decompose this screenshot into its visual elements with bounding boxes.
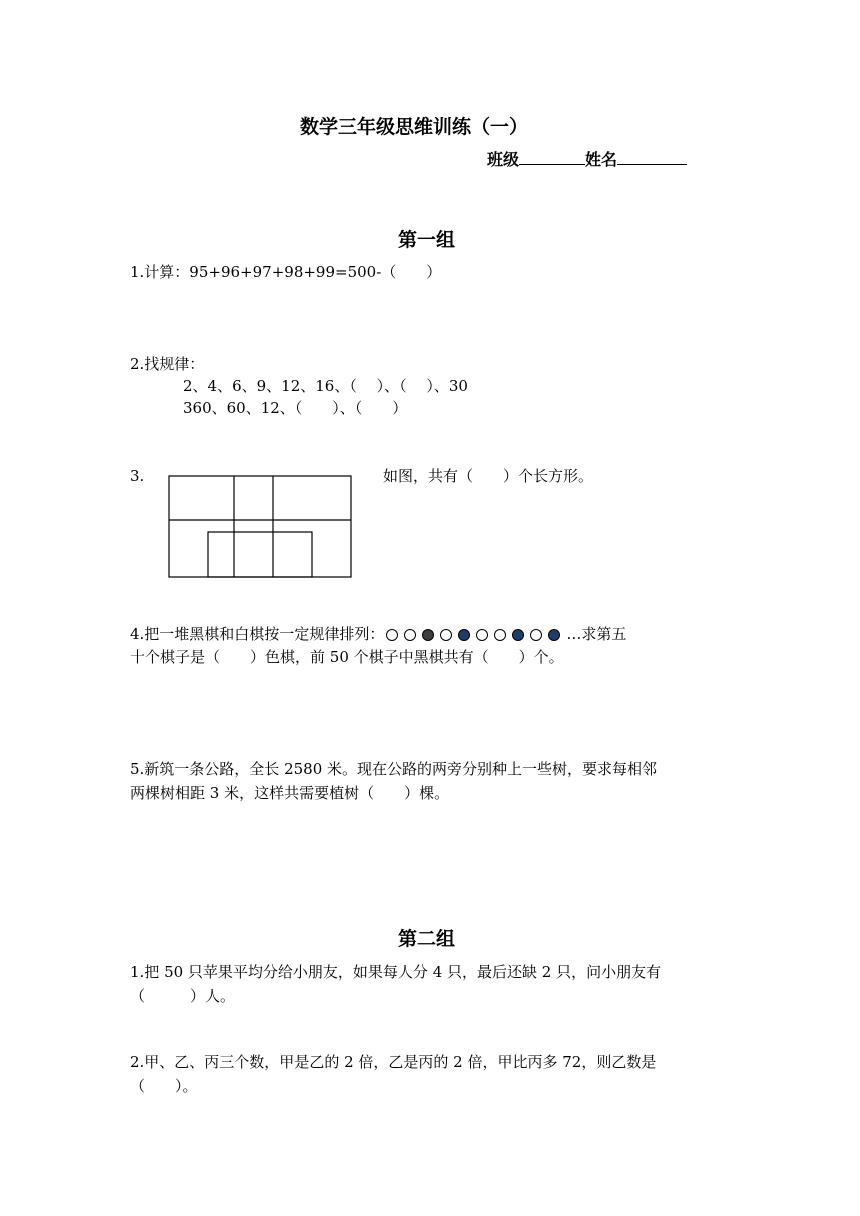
- page-title: 数学三年级思维训练（一）: [300, 116, 529, 138]
- question-1-4-line2: 十个棋子是（ ）色棋，前 50 个棋子中黑棋共有（ ）个。: [130, 648, 564, 666]
- stone-white-icon: [386, 629, 398, 641]
- question-1-4-suffix: …求第五: [566, 625, 627, 643]
- figure-outer-rect: [169, 476, 351, 577]
- name-label: 姓名: [585, 150, 618, 169]
- stone-white-icon: [440, 629, 452, 641]
- stone-white-icon: [530, 629, 542, 641]
- question-1-5-line2: 两棵树相距 3 米，这样共需要植树（ ）棵。: [130, 784, 450, 802]
- question-1-1: 1.计算：95+96+97+98+99=500-（ ）: [130, 263, 442, 281]
- question-2-1-line2: （ ）人。: [130, 987, 236, 1005]
- class-label: 班级: [487, 150, 520, 169]
- question-1-4-line1: [130, 627, 626, 643]
- stone-navy-icon: [458, 629, 470, 641]
- stone-white-icon: [404, 629, 416, 641]
- stone-gray-icon: [422, 629, 434, 641]
- question-1-5-line1: 5.新筑一条公路，全长 2580 米。现在公路的两旁分别种上一些树，要求每相邻: [130, 760, 658, 778]
- question-1-2-sequence-b: 360、60、12、（ ）、（ ）: [183, 399, 408, 417]
- question-1-3-text: 如图，共有（ ）个长方形。: [383, 467, 594, 485]
- section-heading-group2: 第二组: [398, 928, 456, 950]
- question-2-2-line1: 2.甲、乙、丙三个数，甲是乙的 2 倍，乙是丙的 2 倍，甲比丙多 72，则乙数是: [130, 1053, 657, 1071]
- question-2-2-line2: （ ）。: [130, 1077, 198, 1095]
- question-1-2-sequence-a: 2、4、6、9、12、16、（ ）、（ ）、30: [183, 377, 468, 395]
- section-heading-group1: 第一组: [398, 229, 456, 251]
- stone-navy-icon: [548, 629, 560, 641]
- stone-white-icon: [476, 629, 488, 641]
- question-1-3-number: 3.: [130, 467, 145, 485]
- stone-navy-icon: [512, 629, 524, 641]
- question-1-2-title: 2.找规律：: [130, 355, 205, 373]
- question-1-4-prefix: 4.把一堆黑棋和白棋按一定规律排列：: [130, 625, 385, 643]
- question-2-1-line1: 1.把 50 只苹果平均分给小朋友，如果每人分 4 只，最后还缺 2 只，问小朋友有: [130, 963, 662, 981]
- stone-sequence: [386, 628, 566, 643]
- figure-inner-rect: [208, 532, 312, 577]
- stone-white-icon: [494, 629, 506, 641]
